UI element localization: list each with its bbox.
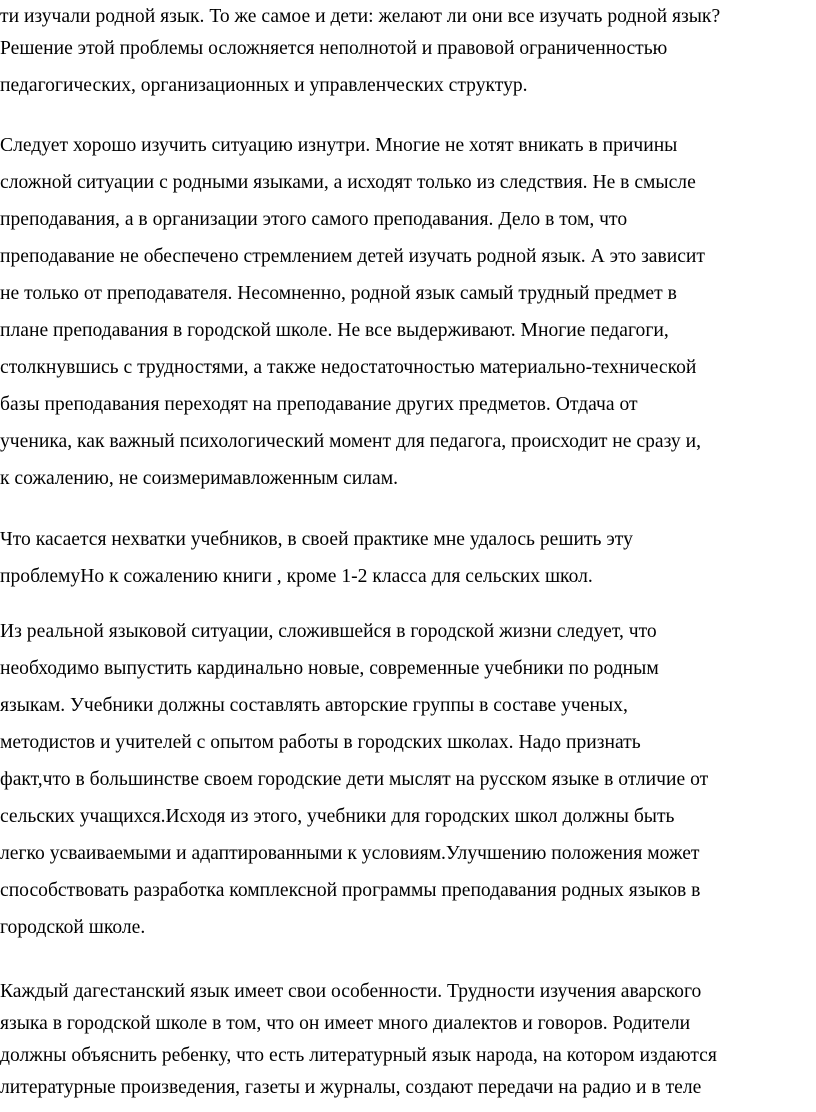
paragraph-3 [0, 521, 816, 595]
text-line: Каждый дагестанский язык имеет свои особенности. Трудности изучения аварского [0, 981, 702, 1002]
paragraph-4 [0, 613, 816, 946]
text-line: языкам. Учебники должны составлять авторские группы в составе ученых, [0, 695, 628, 716]
text-line: Следует хорошо изучить ситуацию изнутри. Многие не хотят вникать в причины [0, 135, 678, 156]
text-line: языка в городской школе в том, что он имеет много диалектов и говоров. Родители [0, 1013, 691, 1034]
text-line: столкнувшись с трудностями, а также недостаточностью материально-технической [0, 357, 697, 378]
text-line: сельских учащихся.Исходя из этого, учебники для городских школ должны быть [0, 806, 675, 827]
text-line: необходимо выпустить кардинально новые, современные учебники по родным [0, 658, 659, 679]
text-line: Решение этой проблемы осложняется неполнотой и правовой ограниченностью [0, 38, 668, 59]
text-line: легко усваиваемыми и адаптированными к условиям.Улучшению положения может [0, 843, 700, 864]
text-line: должны объяснить ребенку, что есть литературный язык народа, на котором издаются [0, 1045, 717, 1066]
text-line: не только от преподавателя. Несомненно, родной язык самый трудный предмет в [0, 283, 677, 304]
text-line: плане преподавания в городской школе. Не все выдерживают. Многие педагоги, [0, 320, 669, 341]
text-line: к сожалению, не соизмеримавложенным силам. [0, 468, 399, 489]
text-line: ученика, как важный психологический момент для педагога, происходит не сразу и, [0, 431, 701, 452]
text-line: городской школе. [0, 917, 146, 938]
text-line: преподавание не обеспечено стремлением детей изучать родной язык. А это зависит [0, 246, 705, 267]
text-line: сложной ситуации с родными языками, а исходят только из следствия. Не в смысле [0, 172, 696, 193]
text-line: факт,что в большинстве своем городские дети мыслят на русском языке в отличие от [0, 769, 709, 790]
text-line: методистов и учителей с опытом работы в городских школах. Надо признать [0, 732, 641, 753]
text-line: литературные произведения, газеты и журналы, создают передачи на радио и в теле [0, 1077, 702, 1098]
paragraph-2 [0, 127, 816, 497]
paragraph-5 [0, 976, 816, 1104]
paragraph-1 [0, 1, 816, 102]
text-line: способствовать разработка комплексной программы преподавания родных языков в [0, 880, 701, 901]
text-line: проблемуНо к сожалению книги , кроме 1-2 класса для сельских школ. [0, 566, 593, 587]
text-line: ти изучали родной язык. То же самое и дети: желают ли они все изучать родной язык? [0, 6, 721, 27]
text-line: преподавания, а в организации этого самого преподавания. Дело в том, что [0, 209, 628, 230]
text-line: педагогических, организационных и управленческих структур. [0, 75, 528, 96]
text-line: базы преподавания переходят на преподавание других предметов. Отдача от [0, 394, 638, 415]
text-line: Из реальной языковой ситуации, сложившейся в городской жизни следует, что [0, 621, 657, 642]
text-line: Что касается нехватки учебников, в своей практике мне удалось решить эту [0, 529, 633, 550]
